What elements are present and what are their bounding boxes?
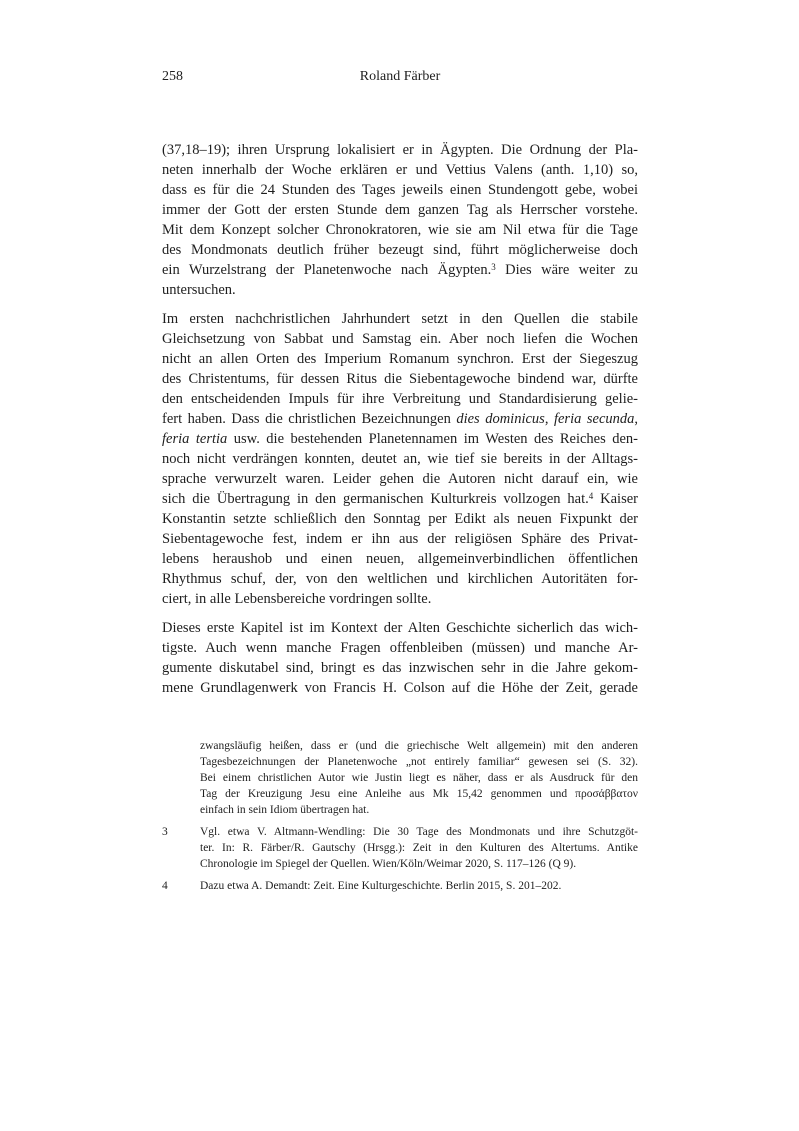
text-line: sprache verwurzelt waren. Leider gehen die Autoren nicht darauf ein, wie	[162, 471, 638, 487]
text-line: nicht an allen Orten des Imperium Romanum synchron. Erst der Siegeszug	[162, 351, 638, 367]
paragraph-3	[162, 618, 638, 698]
running-head-author: Roland Färber	[359, 69, 441, 84]
text-line: einfach in sein Idiom übertragen hat.	[200, 804, 370, 816]
body-text	[162, 140, 638, 707]
text-line: des Christentums, für dessen Ritus die Siebentagewoche bindend war, dürfte	[162, 371, 638, 387]
text-line: zwangsläufig heißen, dass er (und die griechische Welt allgemein) mit den anderen	[200, 740, 638, 752]
text-line: Siebentagewoche fest, indem er ihn aus der religiösen Sphäre des Privat-	[162, 531, 638, 547]
footnote-text	[200, 878, 638, 894]
text-line: dass es für die 24 Stunden des Tages jeweils einen Stundengott gebe, wobei	[162, 182, 638, 198]
text-line: tigste. Auch wenn manche Fragen offenbleiben (müssen) und manche Ar-	[162, 640, 638, 656]
text-line: mene Grundlagenwerk von Francis H. Colson auf die Höhe der Zeit, gerade	[162, 680, 638, 696]
text-line: untersuchen.	[162, 282, 236, 298]
text-line: noch nicht verdrängen konnten, deutet an, wie tief sie bereits in der Alltags-	[162, 451, 638, 467]
footnote-number: 3	[162, 826, 168, 838]
text-line: Tag der Kreuzigung Jesu eine Anleihe aus Mk 15,42 genommen und προσάββατον	[200, 788, 638, 800]
text-line: Rhythmus schuf, der, von den weltlichen und kirchlichen Autoritäten for-	[162, 571, 638, 587]
text-line: Im ersten nachchristlichen Jahrhundert setzt in den Quellen die stabile	[162, 311, 638, 327]
text-line: lebens heraushob und einen neuen, allgemeinverbindlichen öffentlichen	[162, 551, 638, 567]
text-line: (37,18–19); ihren Ursprung lokalisiert er in Ägypten. Die Ordnung der Pla-	[162, 142, 638, 158]
text-line: neten innerhalb der Woche erklären er und Vettius Valens (anth. 1,10) so,	[162, 162, 638, 178]
text-line: ter. In: R. Färber/R. Gautschy (Hrsgg.): Zeit in den Kulturen des Altertums. Antike	[200, 842, 638, 854]
text-line: Dieses erste Kapitel ist im Kontext der Alten Geschichte sicherlich das wich-	[162, 620, 638, 636]
text-line: Tagesbezeichnungen der Planetenwoche „not entirely familiar“ gewesen sei (S. 32).	[200, 756, 638, 768]
text-line: fert haben. Dass die christlichen Bezeichnungen dies dominicus, feria secunda,	[162, 411, 638, 427]
footnote-continuation	[200, 738, 638, 818]
text-line: des Mondmonats deutlich früher bezeugt sind, führt möglicherweise doch	[162, 242, 638, 258]
text-line: ciert, in alle Lebensbereiche vordringen sollte.	[162, 591, 432, 607]
page-number: 258	[162, 69, 183, 84]
text-line: Vgl. etwa V. Altmann-Wendling: Die 30 Tage des Mondmonats und ihre Schutzgöt-	[200, 826, 638, 838]
text-line: gumente diskutabel sind, bringt es das inzwischen sehr in die Jahre gekom-	[162, 660, 638, 676]
footnotes-section	[162, 738, 638, 900]
paragraph-2	[162, 309, 638, 609]
text-line: Chronologie im Spiegel der Quellen. Wien/Köln/Weimar 2020, S. 117–126 (Q 9).	[200, 858, 577, 870]
text-line: Gleichsetzung von Sabbat und Samstag ein. Aber noch liefen die Wochen	[162, 331, 638, 347]
text-line: Dazu etwa A. Demandt: Zeit. Eine Kulturgeschichte. Berlin 2015, S. 201–202.	[200, 880, 562, 892]
text-line: Konstantin setzte schließlich den Sonntag per Edikt als neuen Fixpunkt der	[162, 511, 638, 527]
footnote-3	[162, 824, 638, 872]
text-line: Mit dem Konzept solcher Chronokratoren, wie sie am Nil etwa für die Tage	[162, 222, 638, 238]
text-line: immer der Gott der ersten Stunde dem ganzen Tag als Herrscher vorstehe.	[162, 202, 638, 218]
paragraph-1	[162, 140, 638, 300]
text-line: Bei einem christlichen Autor wie Justin liegt es näher, dass er als Ausdruck für den	[200, 772, 638, 784]
footnote-number: 4	[162, 880, 168, 892]
footnote-4	[162, 878, 638, 894]
text-line: den entscheidenden Impuls für ihre Verbreitung und Standardisierung gelie-	[162, 391, 638, 407]
text-line: sich die Übertragung in den germanischen Kulturkreis vollzogen hat.$^4$ Kaiser	[162, 490, 638, 507]
footnote-text	[200, 824, 638, 872]
running-header	[162, 68, 638, 86]
text-line: feria tertia usw. die bestehenden Planetennamen im Westen des Reiches den-	[162, 431, 638, 447]
text-line: ein Wurzelstrang der Planetenwoche nach Ägypten.$^3$ Dies wäre weiter zu	[162, 261, 638, 278]
